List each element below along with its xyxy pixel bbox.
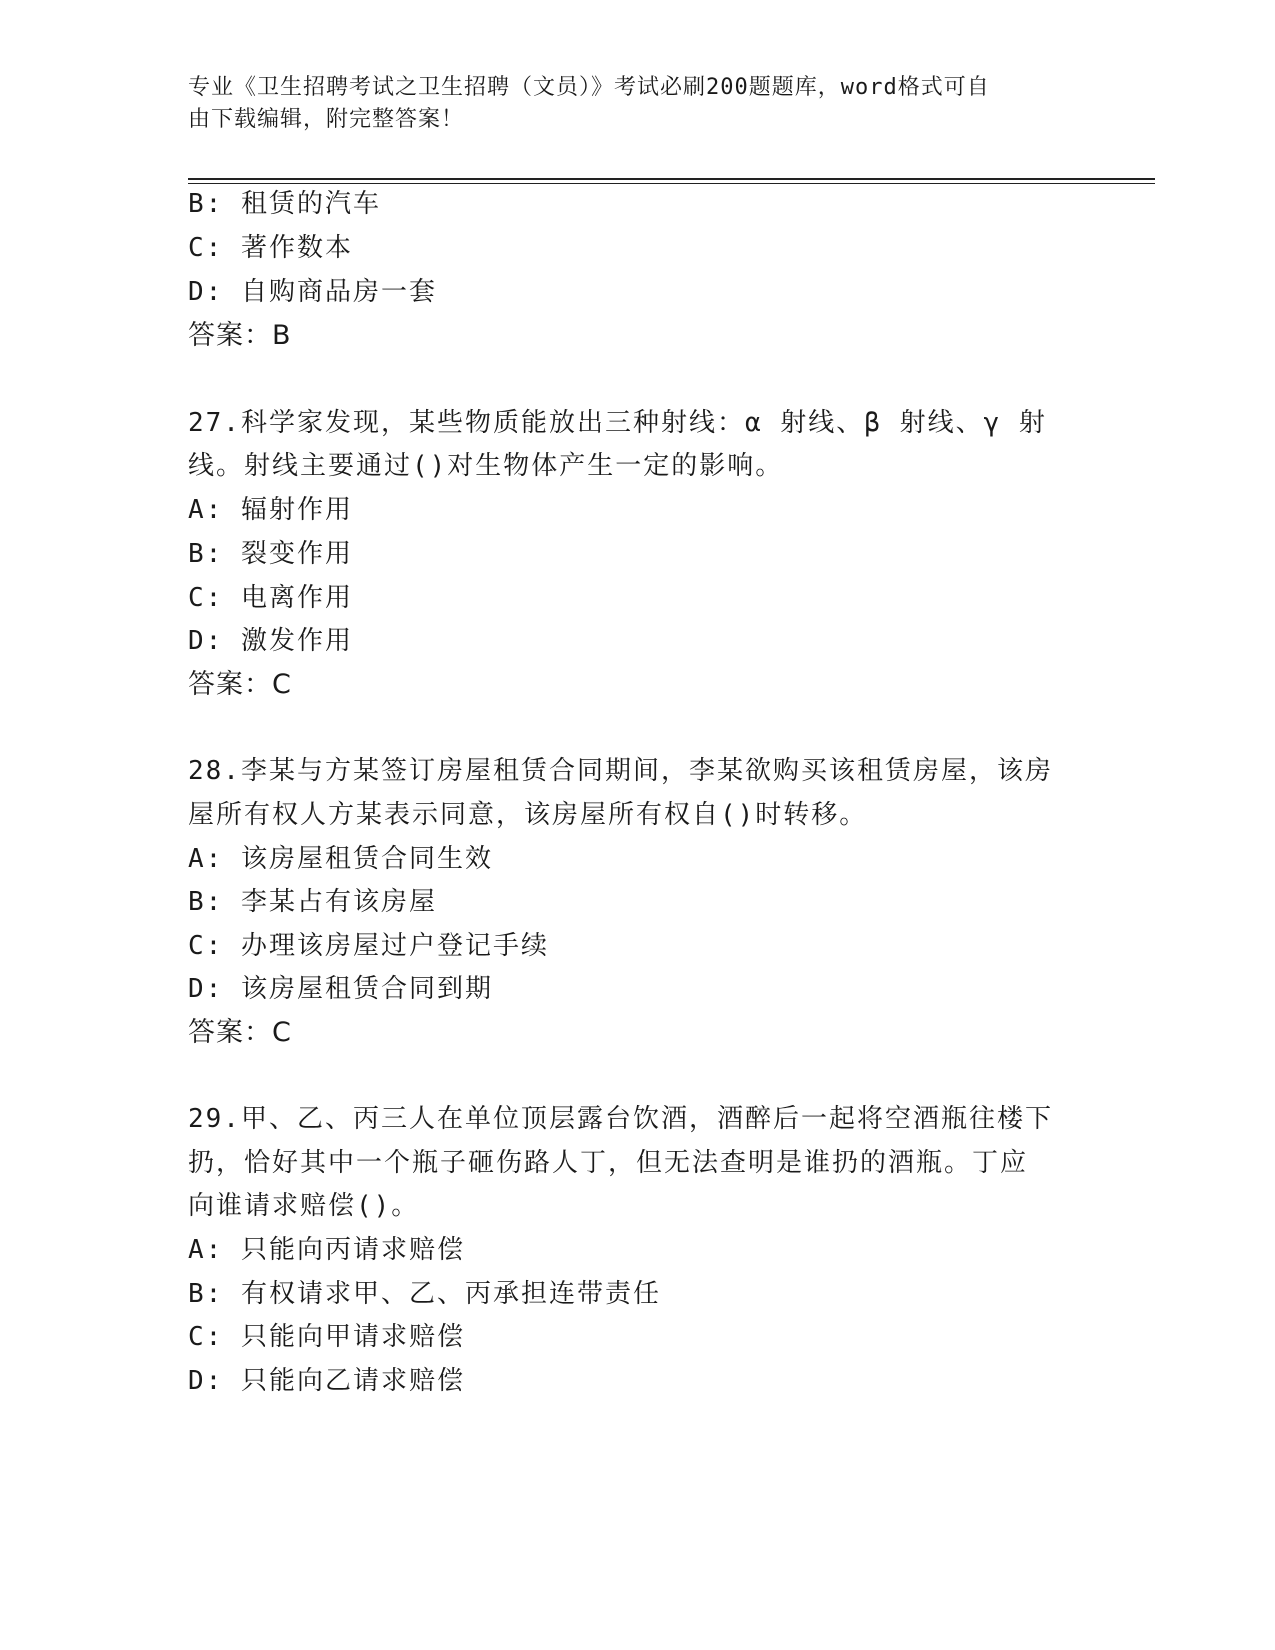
q27-option-c: C: 电离作用 — [188, 583, 353, 613]
prev-option-c: C: 著作数本 — [188, 233, 353, 263]
q28-option-a: A: 该房屋租赁合同生效 — [188, 844, 493, 874]
prev-option-d: D: 自购商品房一套 — [188, 277, 437, 307]
q28-stem-line-2: 屋所有权人方某表示同意，该房屋所有权自()时转移。 — [188, 800, 868, 830]
q27-answer: 答案：C — [188, 669, 292, 700]
q29-stem-line-2: 扔，恰好其中一个瓶子砸伤路人丁，但无法查明是谁扔的酒瓶。丁应 — [188, 1148, 1029, 1178]
q27-option-a: A: 辐射作用 — [188, 495, 353, 525]
q29-option-d: D: 只能向乙请求赔偿 — [188, 1366, 465, 1396]
header-divider-thick — [188, 178, 1155, 180]
q29-option-c: C: 只能向甲请求赔偿 — [188, 1322, 465, 1352]
q27-stem-line-2: 线。射线主要通过()对生物体产生一定的影响。 — [188, 451, 784, 481]
q29-stem-line-1: 29.甲、乙、丙三人在单位顶层露台饮酒，酒醉后一起将空酒瓶往楼下 — [188, 1104, 1053, 1134]
q29-option-a: A: 只能向丙请求赔偿 — [188, 1235, 465, 1265]
q28-answer: 答案：C — [188, 1017, 292, 1048]
prev-answer: 答案：B — [188, 320, 292, 351]
q27-option-d: D: 激发作用 — [188, 626, 353, 656]
q27-option-b: B: 裂变作用 — [188, 539, 353, 569]
q28-option-d: D: 该房屋租赁合同到期 — [188, 974, 493, 1004]
header-divider-thin — [188, 183, 1155, 184]
q28-stem-line-1: 28.李某与方某签订房屋租赁合同期间，李某欲购买该租赁房屋，该房 — [188, 756, 1053, 786]
q29-stem-line-3: 向谁请求赔偿()。 — [188, 1191, 420, 1221]
q28-option-c: C: 办理该房屋过户登记手续 — [188, 931, 549, 961]
prev-option-b: B: 租赁的汽车 — [188, 189, 381, 219]
header-line-2: 由下载编辑，附完整答案！ — [188, 107, 465, 132]
header-line-1: 专业《卫生招聘考试之卫生招聘（文员）》考试必刷200题题库，word格式可自 — [188, 75, 990, 100]
document-header — [188, 72, 1078, 136]
q27-stem-line-1: 27.科学家发现，某些物质能放出三种射线：α 射线、β 射线、γ 射 — [188, 408, 1047, 438]
q29-option-b: B: 有权请求甲、乙、丙承担连带责任 — [188, 1279, 661, 1309]
q28-option-b: B: 李某占有该房屋 — [188, 887, 437, 917]
